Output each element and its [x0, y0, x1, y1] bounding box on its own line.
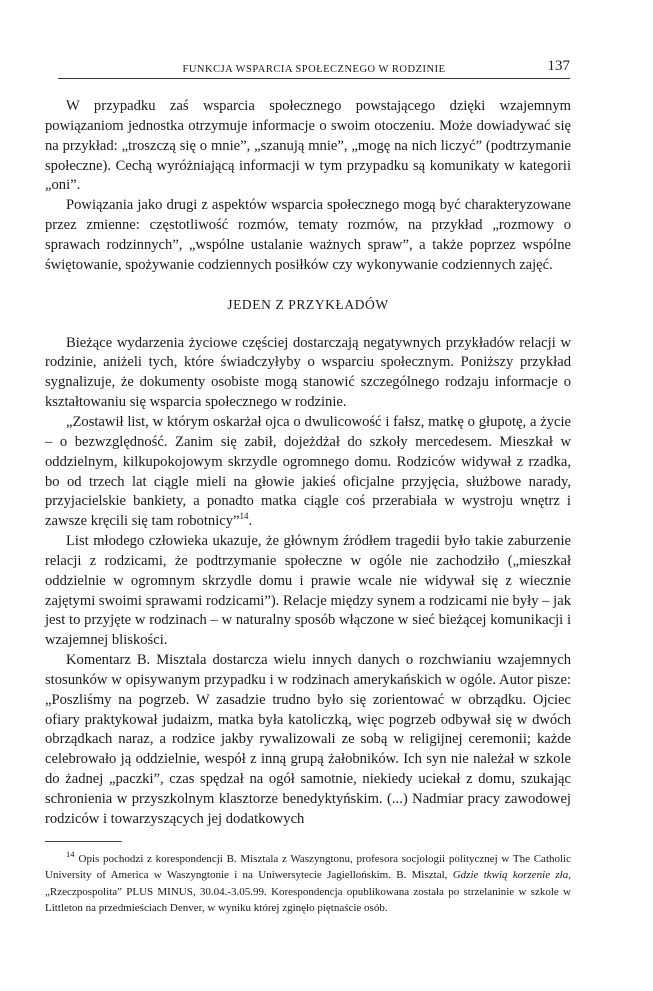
body-text	[45, 97, 571, 917]
footnote-text-b: , „Rzeczpospolita” PLUS MINUS, 30.04.-3.05.99. Korespondencja opublikowana została po strzelaninie w szkole w Littleton na przedmieściach Denver, w wyniku której zginęło piętnaście osób.	[45, 869, 571, 915]
paragraph: Powiązania jako drugi z aspektów wsparcia społecznego mogą być charakteryzowane przez zmienne: częstotliwość rozmów, tematy rozmów, na przykład „rozmowy o sprawach rodzinnych”, „wspólne ustalanie ważnych spraw”, a także poprzez wspólne świętowanie, spożywanie codziennych posiłków czy wykonywanie codziennych zajęć.	[45, 197, 571, 273]
quote-text: „Zostawił list, w którym oskarżał ojca o dwulicowość i fałsz, matkę o głupotę, a życie – o bezwzględność. Zanim się zabił, dojeżdżał do szkoły mercedesem. Mieszkał w oddzielnym, kilkupokojowym skrzydle ogromnego domu. Rodziców widywał z rzadka, bo od trzech lat ciągle mieli na głowie jakieś oficjalne przyjęcia, służbowe narady, przyjacielskie bankiety, a ponadto matka ciągle coś przerabiała w wystroju wnętrz i zawsze kręcili się tam robotnicy”	[45, 413, 571, 530]
quote-paragraph	[45, 413, 571, 532]
footnote-reference: 14	[239, 511, 249, 522]
footnote-title: Gdzie tkwią korzenie zła	[452, 869, 569, 882]
quote-trailing: .	[248, 513, 253, 530]
page-number: 137	[547, 58, 570, 74]
paragraph: Komentarz B. Misztala dostarcza wielu innych danych o rozchwianiu wzajemnych stosunków w opisywanym przypadku i w rodzinach amerykańskich w ogóle. Autor pisze: „Poszliśmy na pogrzeb. W zasadzie trudno było się zorientować w obrządku. Ojciec ofiary praktykował judaizm, matka była katoliczką, więc pogrzeb odbywał się w dwóch obrządkach naraz, a rodzice jakby rywalizowali ze sobą w religijnej ceremonii; każde celebrowało ją oddzielnie, wespół z inną grupą żałobników. Ich syn nie należał w szkole do żadnej „paczki”, czas spędzał na ogół samotnie, niekiedy uciekał z domu, szukając schronienia w przyszkolnym klasztorze benedyktyńskim. (...) Nadmiar pracy zawodowej rodziców i towarzyszących jej dodatkowych	[45, 652, 571, 827]
page-header	[58, 58, 570, 80]
paragraph: Bieżące wydarzenia życiowe częściej dostarczają negatywnych przykładów relacji w rodzinie, aniżeli tych, które świadczyłyby o wsparciu społecznym. Poniższy przykład sygnalizuje, że dokumenty osobiste mogą stanowić szczególnego rodzaju informacje o kształtowaniu się wsparcia społecznego w rodzinie.	[45, 334, 571, 411]
footnote	[45, 851, 571, 917]
footnote-text-a: Opis pochodzi z korespondencji B. Misztala z Waszyngtonu, profesora socjologii politycznej w The Catholic University of America w Waszyngtonie i na Uniwersytecie Jagiellońskim. B. Misztal,	[45, 852, 571, 882]
paragraph: W przypadku zaś wsparcia społecznego powstającego dzięki wzajemnym powiązaniom jednostka otrzymuje informacje o swoim otoczeniu. Może dowiadywać się na przykład: „troszczą się o mnie”, „szanują mnie”, „mogę na nich liczyć” (podtrzymanie społeczne). Cechą wyróżniającą informacji w tym przypadku są komunikaty w kategorii „oni”.	[45, 98, 571, 194]
footnote-mark: 14	[66, 849, 75, 860]
header-rule	[58, 78, 570, 79]
section-heading: JEDEN Z PRZYKŁADÓW	[227, 296, 389, 312]
running-head: FUNKCJA WSPARCIA SPOŁECZNEGO W RODZINIE	[182, 64, 446, 75]
footnote-rule	[45, 841, 122, 842]
paragraph: List młodego człowieka ukazuje, że głównym źródłem tragedii było takie zaburzenie relacji z rodzicami, że podtrzymanie społeczne w ogóle nie zachodziło („mieszkał oddzielnie w ogromnym skrzydle domu i prawie wcale nie widywał się z wiecznie zajętymi swoimi sprawami rodzicami”). Relacje między synem a rodzicami nie były – jak jest to przyjęte w rodzinach – w naturalny sposób włączone w sieć bieżącej komunikacji i wzajemnej bliskości.	[45, 533, 571, 649]
